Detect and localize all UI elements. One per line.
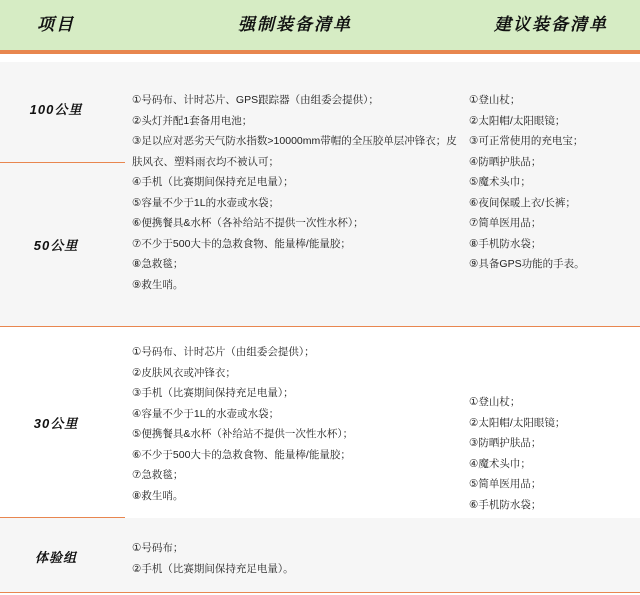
list-item: ②手机（比赛期间保持充足电量）。 xyxy=(132,562,294,575)
list-item: ⑤简单医用品； xyxy=(469,478,542,490)
list-item: ⑥便携餐具&水杯（各补给站不提供一次性水杯）； xyxy=(132,217,364,229)
list-item: ④魔术头巾； xyxy=(469,457,531,470)
list-item: ②皮肤风衣或冲锋衣； xyxy=(132,366,236,379)
list-item: ⑨具备GPS功能的手表。 xyxy=(469,258,585,270)
list-item: ⑤魔术头巾； xyxy=(469,176,531,188)
list-item: ②头灯并配1套备用电池； xyxy=(132,114,253,127)
bottom-divider xyxy=(0,592,640,593)
list-item: ⑧急救毯； xyxy=(132,258,184,270)
list-item: ②太阳帽/太阳眼镜； xyxy=(469,114,566,127)
list-item: ⑥不少于500大卡的急救食物、能量棒/能量胶； xyxy=(132,448,351,461)
recommended-list-30km xyxy=(469,392,634,536)
required-list-experience xyxy=(132,538,462,579)
header-recommended: 建议装备清单 xyxy=(494,15,608,34)
list-item: ①登山杖； xyxy=(469,94,521,106)
group-divider xyxy=(0,162,125,163)
list-item: ③可正常使用的充电宝； xyxy=(469,135,584,147)
list-item: ⑦急救毯； xyxy=(132,469,184,481)
required-list-30km xyxy=(132,342,462,506)
list-item: ⑥手机防水袋； xyxy=(469,498,542,511)
group-label-100km: 100公里 xyxy=(29,102,83,117)
list-item: ④手机（比赛期间保持充足电量）； xyxy=(132,176,294,188)
list-item: ①号码布、计时芯片、GPS跟踪器（由组委会提供）； xyxy=(132,94,379,106)
list-item: ⑥夜间保暖上衣/长裤； xyxy=(469,196,576,209)
list-item: ⑧手机防水袋； xyxy=(469,237,542,250)
list-item: ⑤容量不少于1L的水壶或水袋； xyxy=(132,196,280,209)
group-label-experience: 体验组 xyxy=(34,550,77,565)
list-item: ②太阳帽/太阳眼镜； xyxy=(469,416,566,429)
recommended-list-long xyxy=(469,90,634,275)
list-item: ①登山杖； xyxy=(469,396,521,408)
header-divider xyxy=(0,50,640,54)
list-item: ⑦简单医用品； xyxy=(469,217,542,229)
group-label-30km: 30公里 xyxy=(33,416,79,431)
list-item: ①号码布、计时芯片（由组委会提供）； xyxy=(132,346,315,358)
list-item: ⑦不少于500大卡的急救食物、能量棒/能量胶； xyxy=(132,237,351,250)
group-label-50km: 50公里 xyxy=(33,238,79,253)
list-item: ③足以应对恶劣天气防水指数>10000mm带帽的全压胶单层冲锋衣；皮肤风衣、塑料雨衣均不被认可； xyxy=(132,135,457,168)
list-item: ⑨救生哨。 xyxy=(132,278,184,291)
list-item: ③防晒护肤品； xyxy=(469,437,542,449)
header-required: 强制装备清单 xyxy=(238,15,352,34)
table-header xyxy=(0,0,640,50)
list-item: ⑧救生哨。 xyxy=(132,489,184,502)
list-item: ①号码布； xyxy=(132,542,184,554)
required-list-long xyxy=(132,90,462,295)
list-item: ④防晒护肤品； xyxy=(469,155,542,168)
list-item: ④容量不少于1L的水壶或水袋； xyxy=(132,407,280,420)
header-item: 项目 xyxy=(37,15,75,34)
section-divider xyxy=(0,326,640,327)
list-item: ③手机（比赛期间保持充足电量）； xyxy=(132,387,294,399)
list-item: ⑤便携餐具&水杯（补给站不提供一次性水杯）； xyxy=(132,428,354,440)
